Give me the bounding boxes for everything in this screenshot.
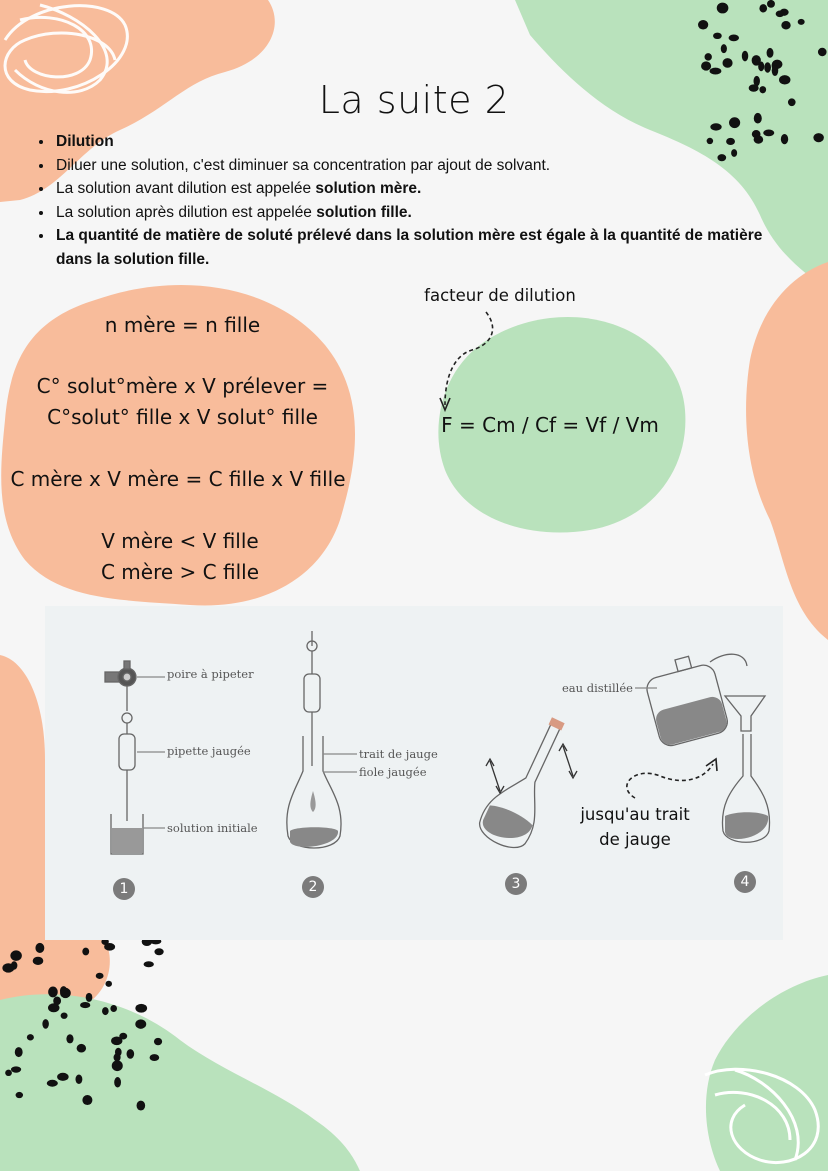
note-fill-to-mark [550,802,720,852]
label-solution: solution initiale [167,821,258,835]
page-title: La suite 2 [318,78,510,122]
step-number-4: 4 [734,871,756,893]
label-pipette: pipette jaugée [167,744,251,758]
formula-concentration-line-a: C° solut°mère x V prélever = [36,374,329,398]
step-number-3: 3 [505,873,527,895]
step-number-2: 2 [302,876,324,898]
bullet-item-dilution: • Dilution [54,130,784,154]
label-eau: eau distillée [562,681,633,695]
dilution-factor-formula: F = Cm / Cf = Vf / Vm [441,413,659,437]
dilution-factor-label: facteur de dilution [424,286,576,305]
formula-concentration-compare: C mère > C fille [100,560,259,584]
bullet-item-conservation: • La quantité de matière de soluté prélevé dans la solution mère est égale à la quantité de matière dans la solution fille. [54,224,784,271]
formula-concentration-line-b: C°solut° fille x V solut° fille [47,405,318,429]
bullet-item-definition: • Diluer une solution, c'est diminuer sa concentration par ajout de solvant. [54,154,784,178]
label-fiole: fiole jaugée [359,765,427,779]
label-trait: trait de jauge [359,747,438,761]
bullet-item-daughter: • La solution après dilution est appelée solution fille. [54,201,784,225]
note-line-a: jusqu'au trait [580,805,690,824]
formula-quantity: n mère = n fille [104,313,261,337]
formula-volume-relation: C mère x V mère = C fille x V fille [10,467,346,491]
step-number-1: 1 [113,878,135,900]
bullet-list [36,130,784,271]
dashed-arrow-factor [430,310,510,420]
note-line-b: de jauge [599,830,671,849]
label-poire: poire à pipeter [167,667,254,681]
bullet-item-mother: • La solution avant dilution est appelée solution mère. [54,177,784,201]
dilution-procedure-figure [45,606,783,940]
formula-volume-compare: V mère < V fille [101,529,259,553]
